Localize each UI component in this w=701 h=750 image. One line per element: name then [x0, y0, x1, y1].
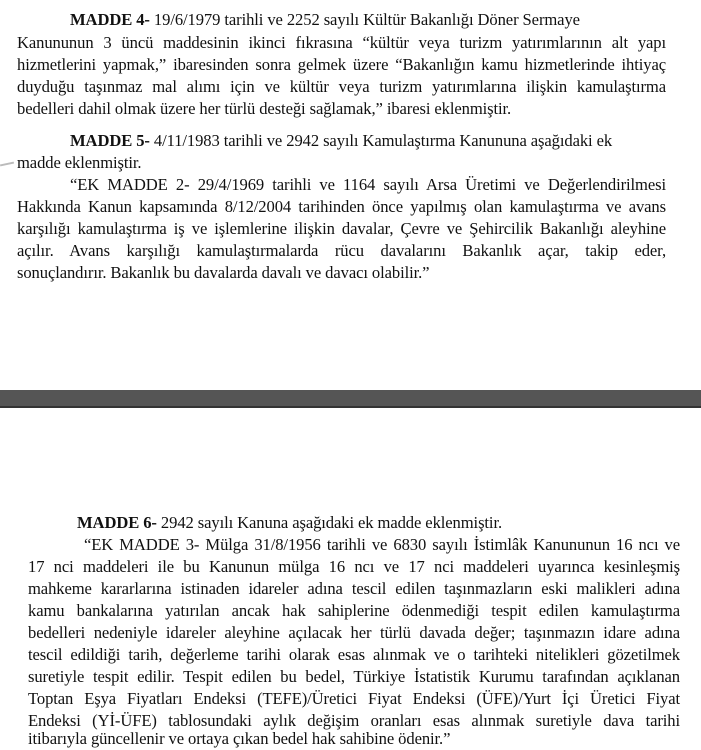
madde-5-line-5: açılır. Avans karşılığı kamulaştırmalarda rücu davalarını Bakanlık açar, takip eder,	[17, 241, 666, 260]
madde-5-line-1: madde eklenmiştir.	[17, 153, 142, 172]
madde-6-line-4: kamu bankalarına yatırılan ancak hak sahiplerine ödenmediği tespit edilen kamulaştırma	[28, 601, 680, 620]
page-separator-band	[0, 390, 701, 408]
madde-5-line-3: Hakkında Kanun kapsamında 8/12/2004 tarihinden önce yapılmış olan kamulaştırma ve avans	[17, 197, 666, 216]
madde-6-line-7: suretiyle tespit edilir. Tespit edilen bu bedel, Türkiye İstatistik Kurumu tarafından açıklanan	[28, 667, 680, 686]
madde-4-heading: MADDE 4-	[70, 10, 150, 29]
madde-4-first-line	[70, 10, 666, 30]
madde-5-first-line	[70, 131, 666, 151]
madde-5-line-4: karşılığı kamulaştırma iş ve işlemlerine ilişkin davalar, Çevre ve Şehircilik Bakanlığı aleyhine	[17, 219, 666, 238]
madde-6-first-line	[77, 513, 502, 533]
madde-4-line-4: bedelleri dahil olmak üzere her türlü desteği sağlamak,” ibaresi eklenmiştir.	[17, 99, 512, 118]
madde-6-line-2: 17 nci maddeleri ile bu Kanunun mülga 16 ncı ve 17 nci maddeleri uyarınca kesinleşmiş	[28, 557, 680, 576]
madde-6-line-6: tescil edildiği tarih, değerleme tarihi olarak esas alınmak ve o tarihteki nitelikleri gözetilmek	[28, 645, 680, 664]
madde-5-line-0: 4/11/1983 tarihli ve 2942 sayılı Kamulaştırma Kanununa aşağıdaki ek	[153, 131, 613, 150]
madde-6-line-8: Toptan Eşya Fiyatları Endeksi (TEFE)/Üretici Fiyat Endeksi (ÜFE)/Yurt İçi Üretici Fiyat	[28, 689, 680, 708]
madde-4-line-3: duyduğu taşınmaz mal alımı için ve kültür veya turizm yatırımlarına ilişkin kamulaştırma	[17, 77, 666, 96]
madde-4-line-1: Kanununun 3 üncü maddesinin ikinci fıkrasına “kültür veya turizm yatırımlarının alt yapı	[17, 33, 666, 52]
margin-tick-mark	[0, 162, 14, 167]
madde-6-line-1: “EK MADDE 3- Mülga 31/8/1956 tarihli ve 6830 sayılı İstimlâk Kanununun 16 ncı ve	[84, 535, 680, 554]
madde-5-heading: MADDE 5-	[70, 131, 150, 150]
madde-5-line-6: sonuçlandırır. Bakanlık bu davalarda davalı ve davacı olabilir.”	[17, 263, 430, 282]
madde-4-line-2: hizmetlerini yapmak,” ibaresinden sonra gelmek üzere “Bakanlığın kamu hizmetlerinde ihtiyaç	[17, 55, 666, 74]
madde-4-line-0: 19/6/1979 tarihli ve 2252 sayılı Kültür Bakanlığı Döner Sermaye	[153, 10, 580, 29]
madde-6-line-3: mahkeme kararlarına istinaden idareler adına tescil edilen taşınmazların eski malikleri adına	[28, 579, 680, 598]
madde-6-heading: MADDE 6-	[77, 513, 157, 532]
madde-6-line-10: itibarıyla güncellenir ve ortaya çıkan bedel hak sahibine ödenir.”	[28, 729, 451, 748]
madde-6-line-9: Endeksi (Yİ-ÜFE) tablosundaki aylık değişim oranları esas alınmak suretiyle dava tarihi	[28, 711, 680, 730]
madde-6-line-0: 2942 sayılı Kanuna aşağıdaki ek madde eklenmiştir.	[160, 513, 503, 532]
madde-5-line-2: “EK MADDE 2- 29/4/1969 tarihli ve 1164 sayılı Arsa Üretimi ve Değerlendirilmesi	[70, 175, 666, 194]
madde-6-line-5: bedelleri nedeniyle idareler aleyhine açılacak her türlü davada değer; taşınmazın idare adına	[28, 623, 680, 642]
